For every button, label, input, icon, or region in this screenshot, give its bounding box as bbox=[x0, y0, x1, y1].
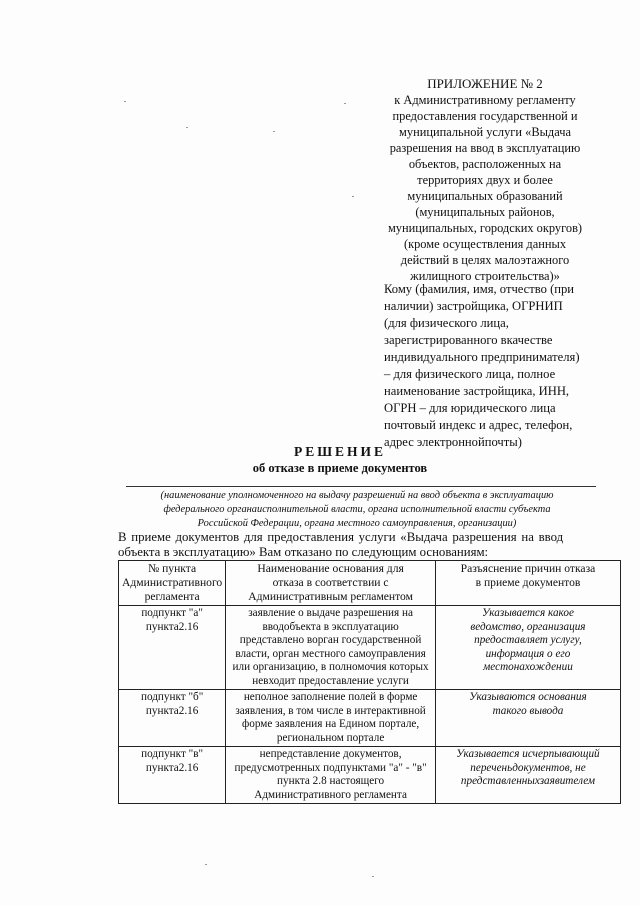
addressee-line: – для физического лица, полное bbox=[384, 367, 556, 381]
addressee-block bbox=[384, 281, 614, 451]
cell-text: пункта2.16 bbox=[145, 704, 199, 717]
cell-text: такого вывода bbox=[492, 704, 564, 717]
appendix-line: муниципальных образований bbox=[407, 189, 563, 203]
cell-text: пункта2.16 bbox=[145, 620, 199, 633]
addressee-line: наименование застройщика, ИНН, bbox=[384, 384, 570, 398]
cell-text: местонахождении bbox=[483, 661, 573, 673]
scan-speck bbox=[372, 876, 374, 877]
cell-text: невходит предоставление услуги bbox=[252, 674, 409, 687]
addressee-line: индивидуального предпринимателя) bbox=[384, 350, 580, 364]
intro-line: объекта в эксплуатацию» Вам отказано по следующим основаниям: bbox=[118, 545, 489, 559]
cell-reason bbox=[226, 747, 436, 804]
authority-fill-line bbox=[126, 486, 596, 487]
cell-reason bbox=[226, 606, 436, 690]
appendix-line: предоставления государственной и bbox=[392, 109, 578, 123]
addressee-line: наличии) застройщика, ОГРНИП bbox=[384, 299, 563, 313]
header-text: отказа в соответствии с bbox=[272, 576, 389, 589]
cell-text: заявление о выдаче разрешения на bbox=[248, 607, 413, 619]
scan-speck bbox=[352, 196, 354, 197]
appendix-line: разрешения на ввод в эксплуатацию bbox=[389, 141, 581, 155]
scan-speck bbox=[186, 127, 188, 128]
cell-text: региональном портале bbox=[276, 731, 385, 744]
cell-text: предоставляет услугу, bbox=[474, 634, 582, 646]
header-text: Наименование основания для bbox=[257, 562, 404, 575]
header-text: Административного bbox=[122, 576, 223, 589]
cell-text: вводобъекта в эксплуатацию bbox=[262, 620, 399, 633]
decision-title: РЕШЕНИЕ bbox=[293, 444, 387, 459]
cell-explanation bbox=[435, 690, 620, 747]
cell-text: переченьдокументов, не bbox=[470, 761, 586, 774]
addressee-line: адрес электроннойпочты) bbox=[384, 435, 522, 449]
intro-line: В приеме документов для предоставления услуги «Выдача разрешения на ввод bbox=[118, 530, 564, 544]
appendix-line: (кроме осуществления данных bbox=[403, 237, 567, 251]
cell-text: Указывается какое bbox=[482, 607, 574, 619]
addressee-line: зарегистрированного вкачестве bbox=[384, 333, 553, 347]
cell-text: ведомство, организация bbox=[470, 620, 586, 633]
cell-text: представлено ворган государственной bbox=[239, 634, 422, 646]
header-text: Административным регламентом bbox=[248, 590, 413, 603]
table-row bbox=[119, 690, 621, 747]
cell-explanation bbox=[435, 747, 620, 804]
cell-point bbox=[119, 747, 226, 804]
appendix-title: ПРИЛОЖЕНИЕ № 2 bbox=[427, 76, 543, 91]
scan-speck bbox=[205, 864, 207, 865]
cell-text: Указываются основания bbox=[469, 691, 587, 703]
cell-text: форме заявления на Едином портале, bbox=[241, 718, 420, 730]
cell-text: или организацию, в полномочия которых bbox=[232, 661, 429, 673]
cell-text: неполное заполнение полей в форме bbox=[243, 691, 418, 703]
header-reason bbox=[226, 561, 436, 606]
authority-caption-line: федерального органаисполнительной власти, органа исполнительной власти субъекта bbox=[163, 504, 551, 515]
cell-reason bbox=[226, 690, 436, 747]
table-header-row bbox=[119, 561, 621, 606]
appendix-line: муниципальных, городских округов) bbox=[387, 221, 583, 235]
cell-text: предусмотренных подпунктами "а" - "в" bbox=[234, 761, 427, 774]
appendix-line: объектов, расположенных на bbox=[408, 157, 562, 171]
addressee-line: ОГРН – для юридического лица bbox=[384, 401, 556, 415]
appendix-line: муниципальной услуги «Выдача bbox=[399, 125, 571, 139]
cell-explanation bbox=[435, 606, 620, 690]
appendix-line: к Административному регламенту bbox=[394, 93, 576, 107]
reasons-table bbox=[118, 560, 621, 804]
addressee-line: (для физического лица, bbox=[384, 316, 509, 330]
cell-text: подпункт "а" bbox=[141, 607, 203, 619]
addressee-line: Кому (фамилия, имя, отчество (при bbox=[384, 282, 575, 296]
cell-text: подпункт "в" bbox=[141, 748, 204, 760]
table-row bbox=[119, 606, 621, 690]
authority-caption-line: (наименование уполномоченного на выдачу разрешений на ввод объекта в эксплуатацию bbox=[160, 490, 554, 501]
authority-caption bbox=[112, 489, 602, 531]
cell-point bbox=[119, 690, 226, 747]
cell-text: непредставление документов, bbox=[259, 748, 402, 760]
cell-text: Административного регламента bbox=[254, 788, 407, 801]
cell-point bbox=[119, 606, 226, 690]
cell-text: представленныхзаявителем bbox=[460, 775, 596, 787]
cell-text: заявления, в том числе в интерактивной bbox=[235, 704, 426, 717]
decision-heading bbox=[0, 444, 640, 476]
cell-text: власти, орган местного самоуправления bbox=[235, 647, 426, 660]
decision-subtitle: об отказе в приеме документов bbox=[252, 461, 428, 475]
addressee-line: почтовый индекс и адрес, телефон, bbox=[384, 418, 573, 432]
scan-speck bbox=[344, 103, 346, 104]
scan-speck bbox=[124, 101, 126, 102]
cell-text: информация о его bbox=[485, 647, 571, 660]
cell-text: пункта 2.8 настоящего bbox=[277, 775, 385, 787]
appendix-line: территориях двух и более bbox=[417, 173, 553, 187]
header-text: № пункта bbox=[148, 562, 197, 575]
header-point bbox=[119, 561, 226, 606]
scan-speck bbox=[273, 131, 275, 132]
intro-paragraph bbox=[118, 530, 623, 560]
cell-text: Указывается исчерпывающий bbox=[456, 748, 600, 760]
header-text: в приеме документов bbox=[475, 576, 581, 589]
header-text: регламента bbox=[144, 590, 200, 603]
authority-caption-line: Российской Федерации, органа местного самоуправления, организации) bbox=[197, 518, 517, 529]
cell-text: пункта2.16 bbox=[145, 761, 199, 774]
appendix-header bbox=[360, 76, 610, 284]
appendix-line: действий в целях малоэтажного bbox=[400, 253, 570, 267]
appendix-line: (муниципальных районов, bbox=[415, 205, 555, 219]
table-row bbox=[119, 747, 621, 804]
cell-text: подпункт "б" bbox=[140, 691, 204, 703]
header-text: Разъяснение причин отказа bbox=[460, 562, 596, 575]
header-explanation bbox=[435, 561, 620, 606]
appendix-line: жилищного строительства)» bbox=[410, 269, 560, 283]
